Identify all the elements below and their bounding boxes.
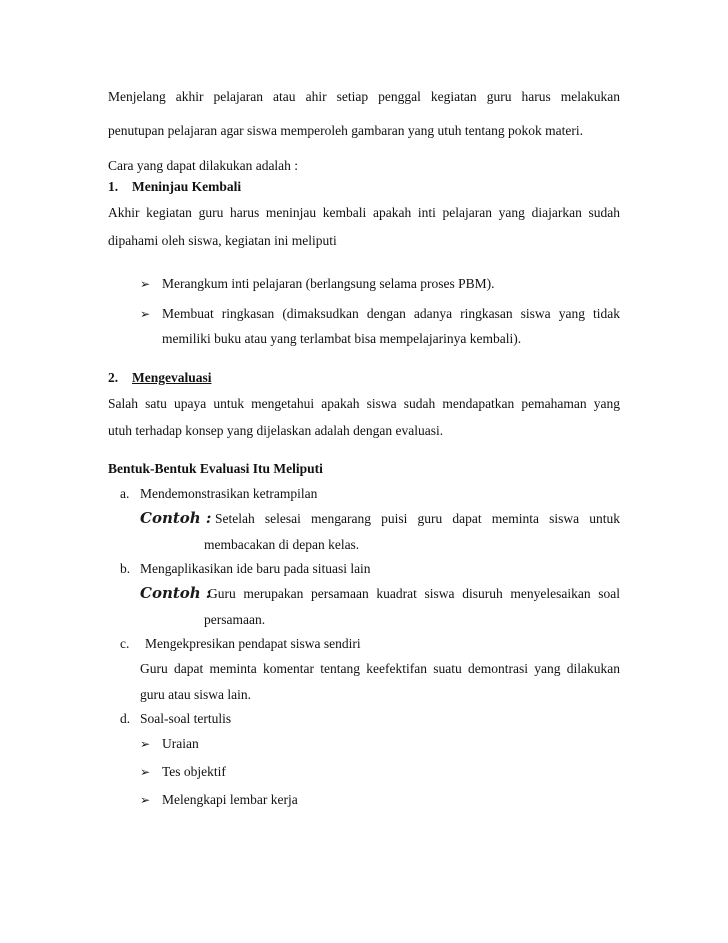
example-text-continued: persamaan.: [204, 612, 266, 627]
bullet-item: [140, 305, 620, 323]
arrowhead-bullet-icon: ➢: [140, 737, 151, 751]
bullet-text-continued: memiliki buku atau yang terlambat bisa mempelajarinya kembali).: [162, 331, 522, 346]
arrowhead-bullet-icon: ➢: [140, 765, 151, 779]
list-marker: d.: [120, 711, 131, 726]
paragraph-line: dipahami oleh siswa, kegiatan ini meliputi: [108, 233, 337, 248]
bullet-item: [140, 791, 298, 809]
arrowhead-bullet-icon: ➢: [140, 277, 151, 291]
example-text: Setelah selesai mengarang puisi guru dapat meminta siswa untuk: [215, 511, 620, 526]
paragraph-line: guru atau siswa lain.: [140, 687, 251, 702]
arrowhead-bullet-icon: ➢: [140, 307, 151, 321]
eval-heading: Bentuk-Bentuk Evaluasi Itu Meliputi: [108, 461, 323, 476]
list-marker: c.: [120, 636, 130, 651]
example-text-continued: membacakan di depan kelas.: [204, 537, 360, 552]
paragraph-line: Salah satu upaya untuk mengetahui apakah siswa sudah mendapatkan pemahaman yang: [108, 396, 620, 411]
list-item-text: Soal-soal tertulis: [140, 711, 232, 726]
contoh-label: Contoh :: [140, 509, 212, 527]
list-marker: b.: [120, 561, 131, 576]
example-text: Guru merupakan persamaan kuadrat siswa disuruh menyelesaikan soal: [208, 586, 620, 601]
section-number: 1.: [108, 179, 119, 194]
list-marker: a.: [120, 486, 130, 501]
paragraph-line: Guru dapat meminta komentar tentang keefektifan suatu demontrasi yang dilakukan: [140, 661, 620, 676]
paragraph-line: utuh terhadap konsep yang dijelaskan adalah dengan evaluasi.: [108, 423, 444, 438]
bullet-text: Melengkapi lembar kerja: [162, 792, 298, 807]
bullet-text: Uraian: [162, 736, 199, 751]
list-item-text: Mengekpresikan pendapat siswa sendiri: [145, 636, 361, 651]
bullet-text: Membuat ringkasan (dimaksudkan dengan adanya ringkasan siswa yang tidak: [162, 306, 620, 321]
contoh-label: Contoh :: [140, 584, 212, 602]
paragraph-line: penutupan pelajaran agar siswa memperoleh gambaran yang utuh tentang pokok materi.: [108, 123, 583, 138]
paragraph-line: Menjelang akhir pelajaran atau ahir setiap penggal kegiatan guru harus melakukan: [108, 89, 620, 104]
bullet-text: Tes objektif: [162, 764, 226, 779]
bullet-item: [140, 275, 495, 293]
arrowhead-bullet-icon: ➢: [140, 793, 151, 807]
bullet-text: Merangkum inti pelajaran (berlangsung selama proses PBM).: [162, 276, 495, 291]
section-title: Mengevaluasi: [132, 370, 212, 385]
list-item-text: Mendemonstrasikan ketrampilan: [140, 486, 318, 501]
intro-text: Cara yang dapat dilakukan adalah :: [108, 158, 299, 173]
section-number: 2.: [108, 370, 119, 385]
paragraph-line: Akhir kegiatan guru harus meninjau kembali apakah inti pelajaran yang diajarkan sudah: [108, 205, 620, 220]
bullet-item: [140, 763, 226, 781]
list-item-text: Mengaplikasikan ide baru pada situasi lain: [140, 561, 371, 576]
bullet-item: [140, 735, 199, 753]
section-title: Meninjau Kembali: [132, 179, 242, 194]
